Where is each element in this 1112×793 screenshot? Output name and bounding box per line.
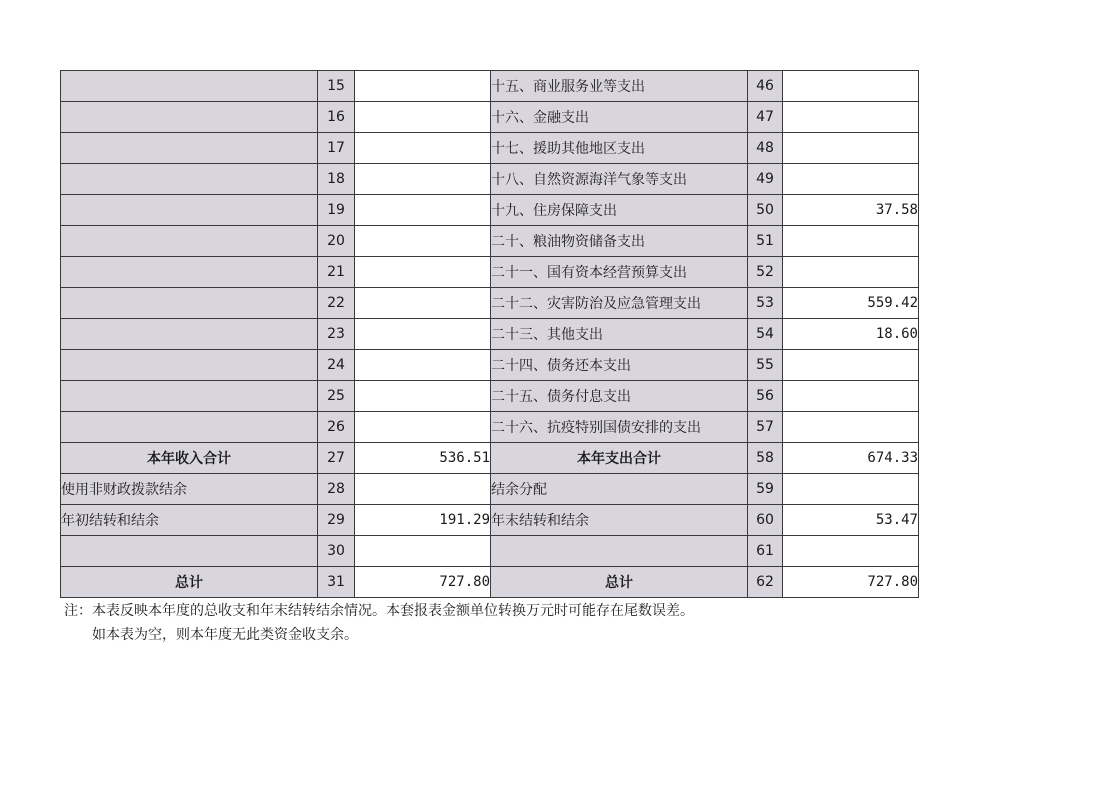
income-amount <box>355 133 491 164</box>
expenditure-item-label: 二十五、债务付息支出 <box>491 381 748 412</box>
income-row-number: 15 <box>318 71 355 102</box>
expenditure-row-number: 57 <box>748 412 783 443</box>
income-amount <box>355 195 491 226</box>
income-item-label: 本年收入合计 <box>61 443 318 474</box>
table-body <box>61 71 919 598</box>
expenditure-amount <box>783 350 919 381</box>
income-row-number: 16 <box>318 102 355 133</box>
expenditure-item-label: 二十六、抗疫特别国债安排的支出 <box>491 412 748 443</box>
income-amount <box>355 102 491 133</box>
income-row-number: 24 <box>318 350 355 381</box>
expenditure-amount: 53.47 <box>783 505 919 536</box>
table-row <box>61 195 919 226</box>
income-item-label <box>61 319 318 350</box>
expenditure-row-number: 53 <box>748 288 783 319</box>
income-row-number: 31 <box>318 567 355 598</box>
income-item-label <box>61 226 318 257</box>
income-row-number: 30 <box>318 536 355 567</box>
income-row-number: 26 <box>318 412 355 443</box>
expenditure-item-label: 二十、粮油物资储备支出 <box>491 226 748 257</box>
income-item-label: 年初结转和结余 <box>61 505 318 536</box>
expenditure-row-number: 56 <box>748 381 783 412</box>
table-row <box>61 505 919 536</box>
income-item-label <box>61 381 318 412</box>
expenditure-row-number: 47 <box>748 102 783 133</box>
expenditure-amount: 727.80 <box>783 567 919 598</box>
income-row-number: 19 <box>318 195 355 226</box>
expenditure-amount <box>783 164 919 195</box>
expenditure-item-label: 二十三、其他支出 <box>491 319 748 350</box>
expenditure-row-number: 58 <box>748 443 783 474</box>
expenditure-row-number: 55 <box>748 350 783 381</box>
income-row-number: 21 <box>318 257 355 288</box>
expenditure-item-label: 十七、援助其他地区支出 <box>491 133 748 164</box>
table-row <box>61 133 919 164</box>
expenditure-amount: 37.58 <box>783 195 919 226</box>
income-item-label <box>61 195 318 226</box>
expenditure-amount: 559.42 <box>783 288 919 319</box>
expenditure-amount <box>783 102 919 133</box>
expenditure-item-label: 二十四、债务还本支出 <box>491 350 748 381</box>
income-item-label <box>61 257 318 288</box>
table-note-line-2: 如本表为空，则本年度无此类资金收支余。 <box>92 627 358 643</box>
table-row <box>61 288 919 319</box>
income-amount <box>355 474 491 505</box>
income-row-number: 23 <box>318 319 355 350</box>
table-row <box>61 350 919 381</box>
income-amount <box>355 350 491 381</box>
income-row-number: 27 <box>318 443 355 474</box>
income-item-label: 使用非财政拨款结余 <box>61 474 318 505</box>
income-amount <box>355 257 491 288</box>
income-amount: 191.29 <box>355 505 491 536</box>
expenditure-row-number: 48 <box>748 133 783 164</box>
income-item-label <box>61 536 318 567</box>
table-row <box>61 102 919 133</box>
income-amount: 727.80 <box>355 567 491 598</box>
income-amount <box>355 71 491 102</box>
table-row <box>61 567 919 598</box>
income-expenditure-table <box>60 70 919 598</box>
income-row-number: 18 <box>318 164 355 195</box>
income-item-label <box>61 102 318 133</box>
expenditure-item-label <box>491 536 748 567</box>
income-item-label <box>61 71 318 102</box>
table-row <box>61 257 919 288</box>
expenditure-row-number: 50 <box>748 195 783 226</box>
expenditure-item-label: 本年支出合计 <box>491 443 748 474</box>
income-item-label <box>61 164 318 195</box>
expenditure-amount <box>783 257 919 288</box>
expenditure-item-label: 十八、自然资源海洋气象等支出 <box>491 164 748 195</box>
table-row <box>61 226 919 257</box>
table-row <box>61 319 919 350</box>
income-amount <box>355 381 491 412</box>
expenditure-amount <box>783 133 919 164</box>
table-note-line-1: 注：本表反映本年度的总收支和年末结转结余情况。本套报表金额单位转换万元时可能存在尾数误差。 <box>64 603 694 619</box>
expenditure-row-number: 51 <box>748 226 783 257</box>
expenditure-row-number: 61 <box>748 536 783 567</box>
expenditure-amount: 674.33 <box>783 443 919 474</box>
income-amount <box>355 319 491 350</box>
expenditure-item-label: 十五、商业服务业等支出 <box>491 71 748 102</box>
expenditure-amount: 18.60 <box>783 319 919 350</box>
expenditure-item-label: 十九、住房保障支出 <box>491 195 748 226</box>
expenditure-amount <box>783 226 919 257</box>
expenditure-item-label: 二十二、灾害防治及应急管理支出 <box>491 288 748 319</box>
income-item-label <box>61 133 318 164</box>
table-row <box>61 164 919 195</box>
income-amount <box>355 412 491 443</box>
expenditure-row-number: 46 <box>748 71 783 102</box>
table-row <box>61 71 919 102</box>
income-item-label <box>61 412 318 443</box>
expenditure-row-number: 52 <box>748 257 783 288</box>
expenditure-row-number: 62 <box>748 567 783 598</box>
income-item-label: 总计 <box>61 567 318 598</box>
income-row-number: 28 <box>318 474 355 505</box>
table-row <box>61 381 919 412</box>
income-amount <box>355 288 491 319</box>
income-amount <box>355 536 491 567</box>
expenditure-item-label: 总计 <box>491 567 748 598</box>
expenditure-row-number: 59 <box>748 474 783 505</box>
income-amount <box>355 226 491 257</box>
table-row <box>61 474 919 505</box>
income-row-number: 20 <box>318 226 355 257</box>
expenditure-item-label: 二十一、国有资本经营预算支出 <box>491 257 748 288</box>
table-row <box>61 412 919 443</box>
table-row <box>61 443 919 474</box>
expenditure-amount <box>783 381 919 412</box>
expenditure-item-label: 年末结转和结余 <box>491 505 748 536</box>
income-row-number: 17 <box>318 133 355 164</box>
income-amount: 536.51 <box>355 443 491 474</box>
expenditure-item-label: 十六、金融支出 <box>491 102 748 133</box>
expenditure-amount <box>783 536 919 567</box>
expenditure-row-number: 49 <box>748 164 783 195</box>
table-row <box>61 536 919 567</box>
income-row-number: 22 <box>318 288 355 319</box>
expenditure-amount <box>783 474 919 505</box>
expenditure-item-label: 结余分配 <box>491 474 748 505</box>
expenditure-row-number: 54 <box>748 319 783 350</box>
income-row-number: 29 <box>318 505 355 536</box>
expenditure-amount <box>783 71 919 102</box>
income-item-label <box>61 350 318 381</box>
income-item-label <box>61 288 318 319</box>
income-amount <box>355 164 491 195</box>
income-row-number: 25 <box>318 381 355 412</box>
expenditure-row-number: 60 <box>748 505 783 536</box>
expenditure-amount <box>783 412 919 443</box>
